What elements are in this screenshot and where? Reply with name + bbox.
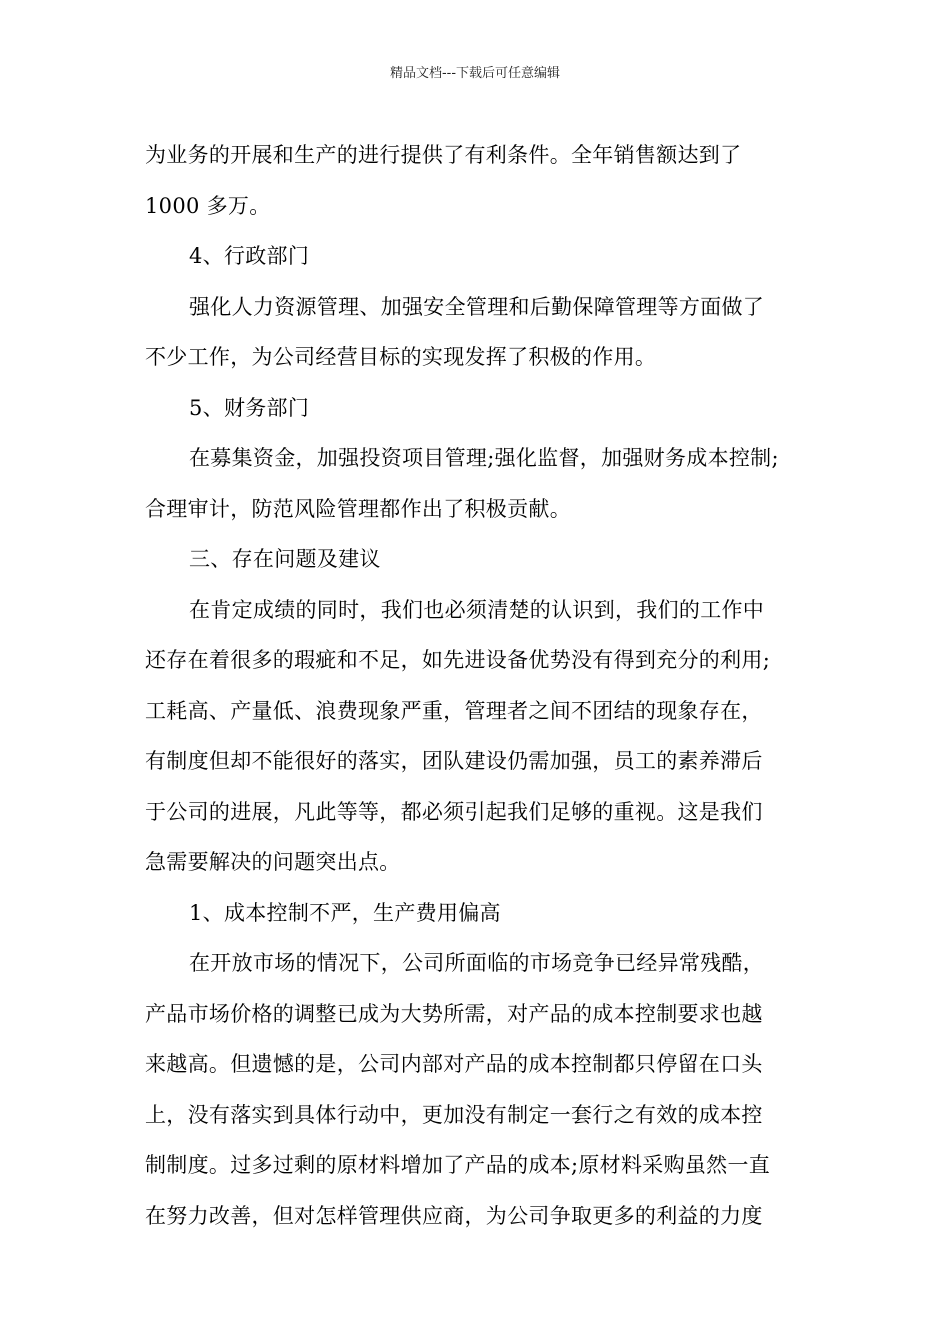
text-line: 来越高。但遗憾的是，公司内部对产品的成本控制都只停留在口头 <box>145 1052 763 1076</box>
text-line: 在募集资金，加强投资项目管理;强化监督，加强财务成本控制; <box>189 446 779 470</box>
section-heading: 5、财务部门 <box>189 395 310 420</box>
text-line: 1000 多万。 <box>145 193 271 218</box>
section-heading: 4、行政部门 <box>189 244 310 268</box>
text-line: 工耗高、产量低、浪费现象严重，管理者之间不团结的现象存在， <box>145 698 763 723</box>
text-line: 不少工作，为公司经营目标的实现发挥了积极的作用。 <box>145 345 657 369</box>
text-line: 制制度。过多过剩的原材料增加了产品的成本;原材料采购虽然一直 <box>145 1153 771 1177</box>
text-line: 于公司的进展，凡此等等，都必须引起我们足够的重视。这是我们 <box>145 799 763 824</box>
text-line: 强化人力资源管理、加强安全管理和后勤保障管理等方面做了 <box>189 294 765 319</box>
text-line: 为业务的开展和生产的进行提供了有利条件。全年销售额达到了 <box>145 143 742 167</box>
text-line: 还存在着很多的瑕疵和不足，如先进设备优势没有得到充分的利用; <box>145 648 771 672</box>
text-line: 合理审计，防范风险管理都作出了积极贡献。 <box>145 496 571 521</box>
section-heading: 1、成本控制不严，生产费用偏高 <box>189 900 501 925</box>
section-heading: 三、存在问题及建议 <box>189 547 381 571</box>
text-line: 急需要解决的问题突出点。 <box>145 850 401 874</box>
text-line: 在肯定成绩的同时，我们也必须清楚的认识到，我们的工作中 <box>189 597 765 622</box>
text-line: 在努力改善，但对怎样管理供应商，为公司争取更多的利益的力度 <box>145 1203 763 1228</box>
text-line: 产品市场价格的调整已成为大势所需，对产品的成本控制要求也越 <box>145 1001 763 1026</box>
page-header: 精品文档---下载后可任意编辑 <box>389 66 561 81</box>
document-body <box>145 130 815 1241</box>
text-line: 上，没有落实到具体行动中，更加没有制定一套行之有效的成本控 <box>145 1102 763 1127</box>
text-line: 在开放市场的情况下，公司所面临的市场竞争已经异常残酷， <box>189 951 765 975</box>
text-line: 有制度但却不能很好的落实，团队建设仍需加强，员工的素养滞后 <box>145 749 763 773</box>
